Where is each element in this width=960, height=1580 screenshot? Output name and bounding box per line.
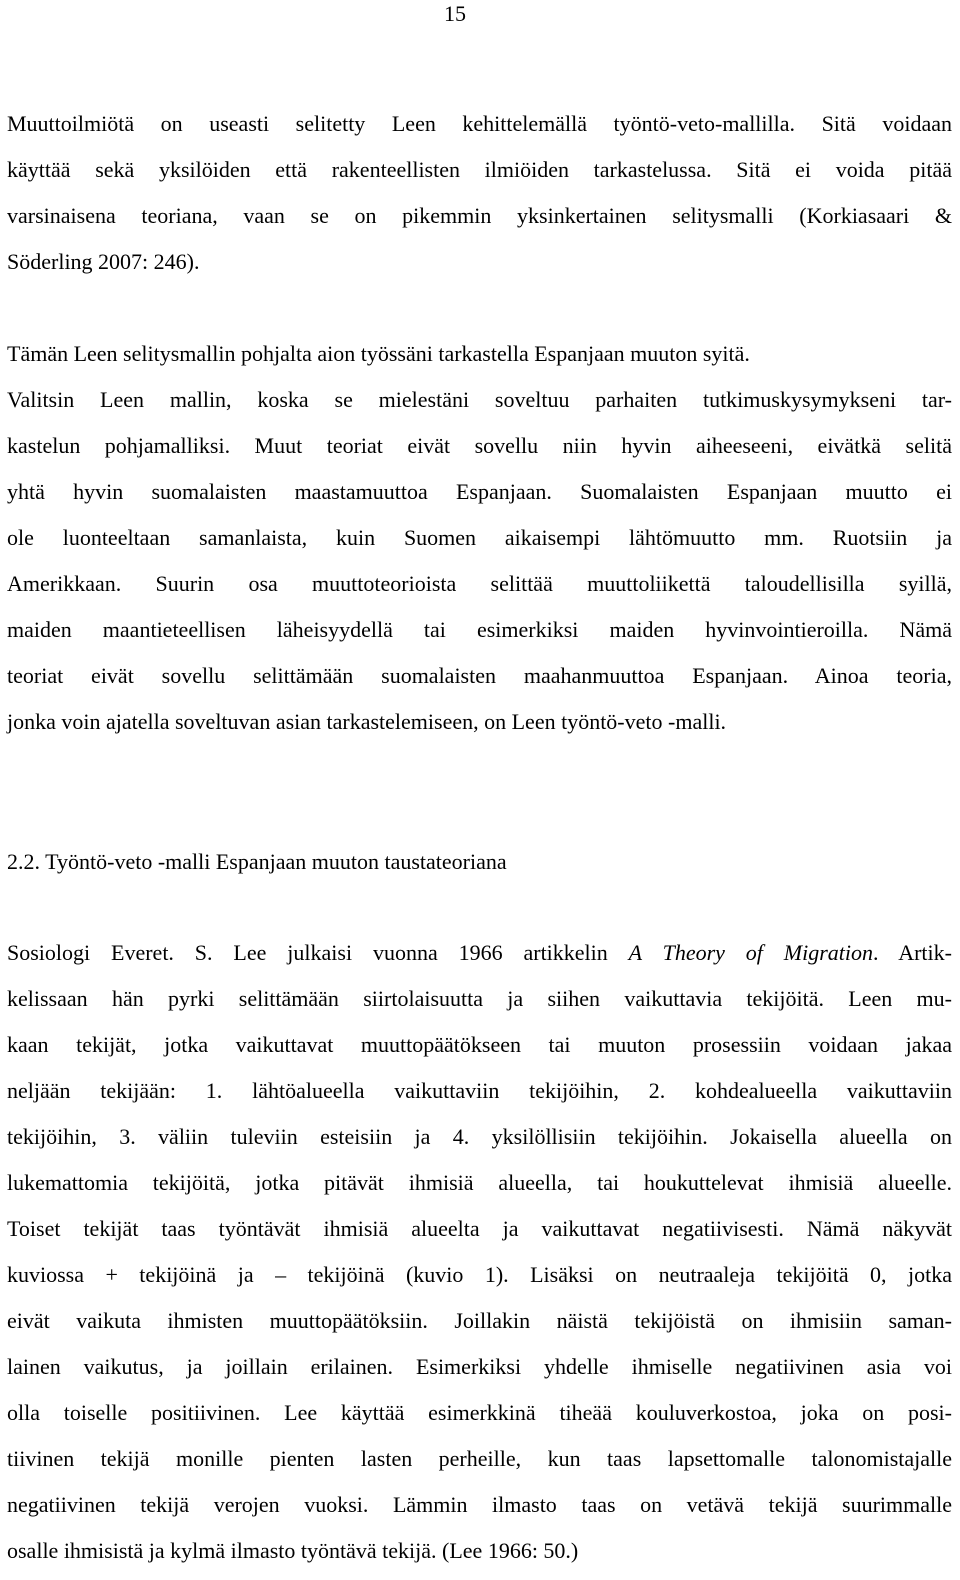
text-line: Amerikkaan. Suurin osa muuttoteorioista selittää muuttoliikettä taloudellisilla syillä,: [7, 571, 952, 596]
text-line: Tämän Leen selitysmallin pohjalta aion työssäni tarkastella Espanjaan muuton syitä.: [7, 341, 750, 366]
text-line: yhtä hyvin suomalaisten maastamuuttoa Espanjaan. Suomalaisten Espanjaan muutto ei: [7, 479, 952, 504]
text-line: Toiset tekijät taas työntävät ihmisiä alueelta ja vaikuttavat negatiivisesti. Nämä näkyvät: [7, 1216, 952, 1241]
article-title: A Theory of Migration: [628, 940, 874, 965]
section-heading: 2.2. Työntö-veto -malli Espanjaan muuton taustateoriana: [7, 849, 507, 874]
text-segment: Sosiologi Everet. S. Lee julkaisi vuonna 1966 artikkelin: [7, 940, 629, 965]
text-line: neljään tekijään: 1. lähtöalueella vaikuttaviin tekijöihin, 2. kohdealueella vaikuttaviin: [7, 1078, 952, 1103]
text-line: tiivinen tekijä monille pienten lasten perheille, kun taas lapsettomalle talonomistajalle: [7, 1446, 952, 1471]
text-line: [7, 930, 952, 976]
paragraph-migration-intro: [7, 101, 952, 285]
text-line: kaan tekijät, jotka vaikuttavat muuttopäätökseen tai muuton prosessiin voidaan jakaa: [7, 1032, 952, 1057]
text-line: Muuttoilmiötä on useasti selitetty Leen kehittelemällä työntö-veto-mallilla. Sitä voidaan: [7, 111, 952, 136]
page-number: 15: [444, 1, 466, 26]
text-line: Söderling 2007: 246).: [7, 249, 200, 274]
text-line: negatiivinen tekijä verojen vuoksi. Lämmin ilmasto taas on vetävä tekijä suurimmalle: [7, 1492, 952, 1517]
paragraph-model-choice: [7, 331, 952, 745]
text-line: käyttää sekä yksilöiden että rakenteellisten ilmiöiden tarkastelussa. Sitä ei voida pitää: [7, 157, 952, 182]
text-line: teoriat eivät sovellu selittämään suomalaisten maahanmuuttoa Espanjaan. Ainoa teoria,: [7, 663, 952, 688]
text-line: jonka voin ajatella soveltuvan asian tarkastelemiseen, on Leen työntö-veto -malli.: [7, 709, 727, 734]
paragraph-lee-theory: [7, 930, 952, 1574]
text-line: varsinaisena teoriana, vaan se on pikemmin yksinkertainen selitysmalli (Korkiasaari &: [7, 203, 952, 228]
text-line: kuviossa + tekijöinä ja – tekijöinä (kuvio 1). Lisäksi on neutraaleja tekijöitä 0, jotka: [7, 1262, 952, 1287]
text-line: osalle ihmisistä ja kylmä ilmasto työntävä tekijä. (Lee 1966: 50.): [7, 1538, 579, 1563]
text-line: kastelun pohjamalliksi. Muut teoriat eivät sovellu niin hyvin aiheeseeni, eivätkä selitä: [7, 433, 952, 458]
text-segment: . Artik-: [873, 940, 952, 965]
text-line: lainen vaikutus, ja joillain erilainen. Esimerkiksi yhdelle ihmiselle negatiivinen asia voi: [7, 1354, 952, 1379]
text-line: olla toiselle positiivinen. Lee käyttää esimerkkinä tiheää kouluverkostoa, joka on posi-: [7, 1400, 952, 1425]
text-line: tekijöihin, 3. väliin tuleviin esteisiin ja 4. yksilöllisiin tekijöihin. Jokaisella alueella on: [7, 1124, 952, 1149]
text-line: eivät vaikuta ihmisten muuttopäätöksiin. Joillakin näistä tekijöistä on ihmisiin saman-: [7, 1308, 952, 1333]
text-line: maiden maantieteellisen läheisyydellä tai esimerkiksi maiden hyvinvointieroilla. Nämä: [7, 617, 952, 642]
text-line: Valitsin Leen mallin, koska se mielestäni soveltuu parhaiten tutkimuskysymykseni tar-: [7, 387, 952, 412]
text-line: lukemattomia tekijöitä, jotka pitävät ihmisiä alueella, tai houkuttelevat ihmisiä alueelle.: [7, 1170, 952, 1195]
text-line: ole luonteeltaan samanlaista, kuin Suomen aikaisempi lähtömuutto mm. Ruotsiin ja: [7, 525, 952, 550]
text-line: kelissaan hän pyrki selittämään siirtolaisuutta ja siihen vaikuttavia tekijöitä. Leen mu-: [7, 986, 952, 1011]
